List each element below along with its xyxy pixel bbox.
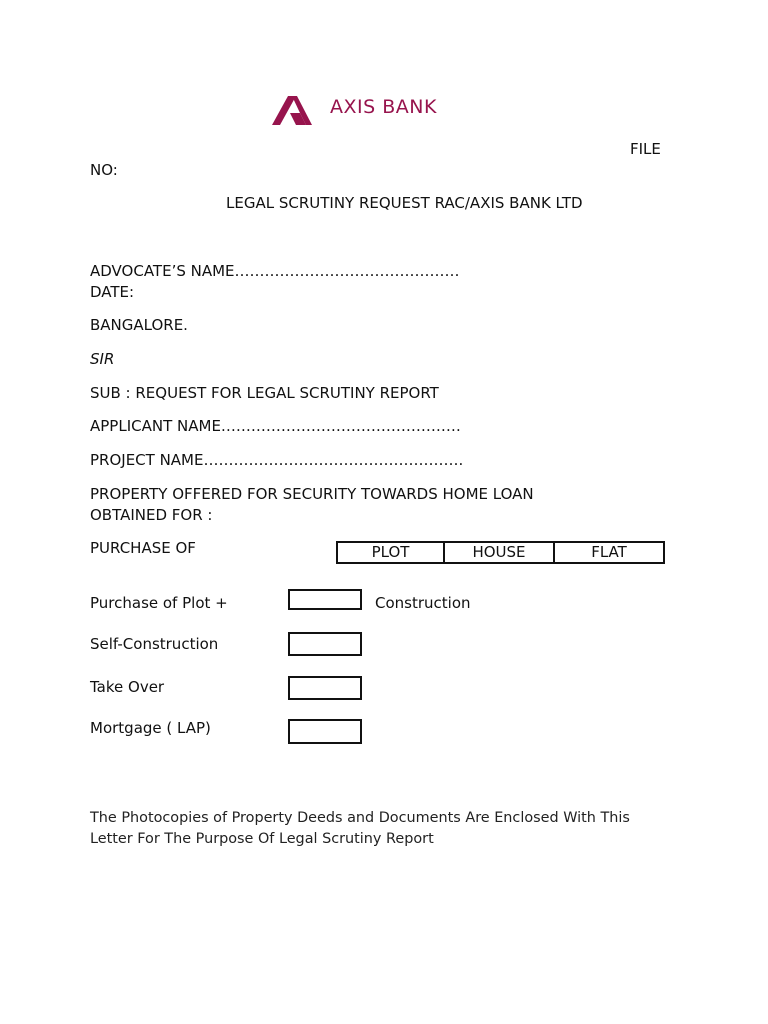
take-over-label: Take Over <box>90 678 165 696</box>
enclosure-note-line2: Letter For The Purpose Of Legal Scrutiny Report <box>90 831 434 847</box>
file-label: FILE <box>630 140 661 158</box>
document-title: LEGAL SCRUTINY REQUEST RAC/AXIS BANK LTD <box>226 194 583 212</box>
project-name-field: PROJECT NAME……………………………………………. <box>90 451 464 469</box>
mortgage-checkbox[interactable] <box>288 719 362 744</box>
plot-construction-label: Purchase of Plot + <box>90 594 228 612</box>
construction-label: Construction <box>375 594 471 612</box>
self-construction-checkbox[interactable] <box>288 632 362 656</box>
enclosure-note <box>90 808 690 850</box>
property-offered-line2: OBTAINED FOR : <box>90 506 213 524</box>
applicant-name-field: APPLICANT NAME………………………………………… <box>90 417 461 435</box>
purchase-of-label: PURCHASE OF <box>90 539 196 557</box>
enclosure-note-line1: The Photocopies of Property Deeds and Documents Are Enclosed With This <box>90 810 630 826</box>
plot-construction-checkbox[interactable] <box>288 589 362 610</box>
self-construction-label: Self-Construction <box>90 635 219 653</box>
subject-line: SUB : REQUEST FOR LEGAL SCRUTINY REPORT <box>90 384 439 402</box>
city-text: BANGALORE. <box>90 316 188 334</box>
take-over-checkbox[interactable] <box>288 676 362 700</box>
property-offered-line1: PROPERTY OFFERED FOR SECURITY TOWARDS HOME LOAN <box>90 485 534 503</box>
axis-logo-mark <box>270 93 326 126</box>
salutation: SIR <box>90 350 115 368</box>
option-flat[interactable]: FLAT <box>554 542 664 563</box>
advocate-name-field: ADVOCATE’S NAME……………………………………… <box>90 262 460 280</box>
mortgage-label: Mortgage ( LAP) <box>90 719 211 737</box>
option-house[interactable]: HOUSE <box>444 542 554 563</box>
date-field: DATE: <box>90 283 135 301</box>
axis-bank-logo <box>270 93 456 126</box>
logo-text: AXIS BANK <box>330 96 437 118</box>
option-plot[interactable]: PLOT <box>337 542 444 563</box>
purchase-options-table <box>336 541 665 564</box>
file-no-label: NO: <box>90 161 118 179</box>
